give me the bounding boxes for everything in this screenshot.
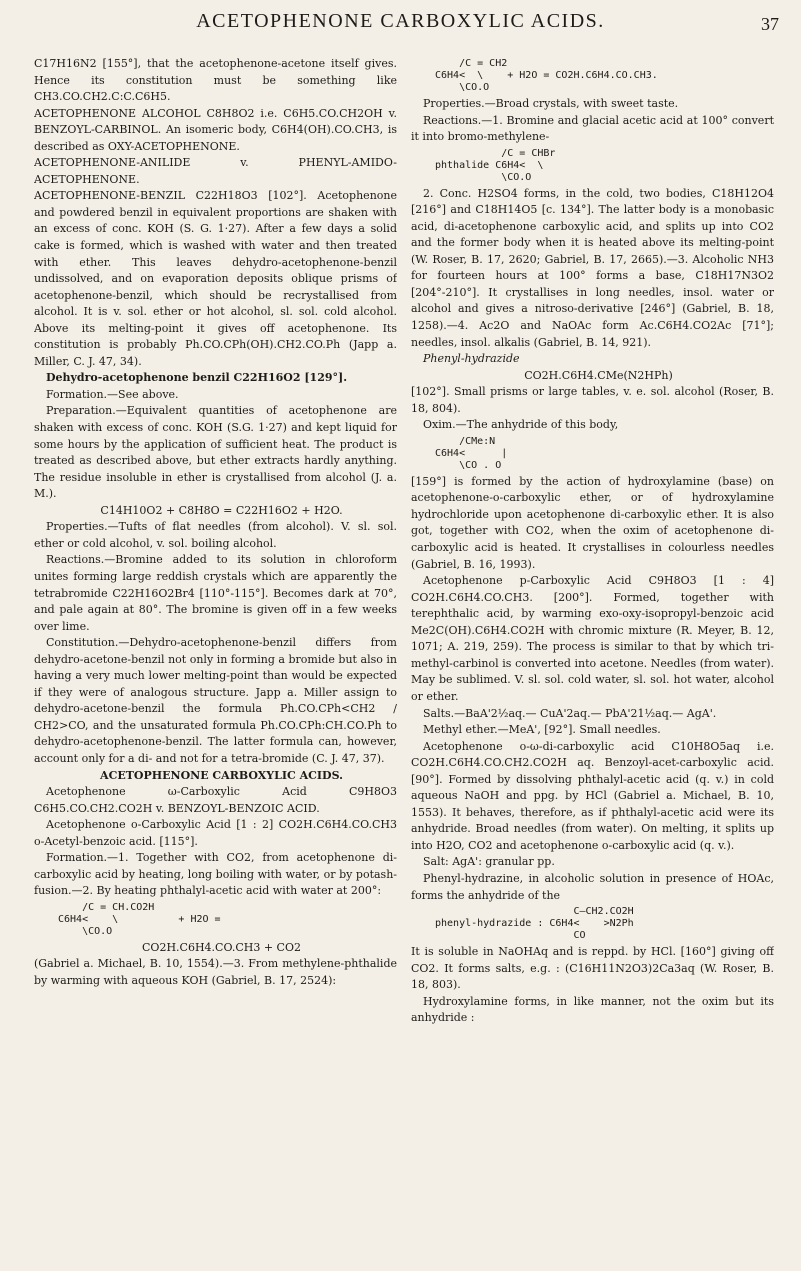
structural-formula: /C = CH2 C6H4< \ + H2O = CO2H.C6H4.CO.CH3. \CO.O xyxy=(435,58,658,93)
paragraph: It is soluble in NaOHAq and is reppd. by HCl. [160°] giving off CO2. It forms salts, e.g. : (C16H11N2O3)2Ca3aq (W. Roser, B. 18, 803). xyxy=(411,945,774,992)
section-heading: ACETOPHENONE CARBOXYLIC ACIDS. xyxy=(100,768,343,782)
equation: C14H10O2 + C8H8O = C22H16O2 + H2O. xyxy=(100,503,343,517)
paragraph: Preparation.—Equivalent quantities of acetophenone are shaken with excess of conc. KOH (S.G. 1·27) and kept liquid for some hours by the application of sufficient heat. The product is treated as described above, but ether extracts hardly anything. The residue insoluble in ether is crystallised from alcohol (J. a. M.). xyxy=(34,404,397,501)
paragraph: Constitution.—Dehydro-acetophenone-benzil differs from dehydro-acetone-benzil not only in forming a bromide but also in having a very much lower melting-point than would be expected if they were of analogous structure. Japp a. Miller assign to dehydro-acetone-benzil the formula Ph.CO.CPh<CH2 / CH2>CO, and the unsaturated formula Ph.CO.CPh:CH.CO.Ph to dehydro-acetophenone-benzil. The latter formula can, however, account only for a di- and not for a tetra-bromide (C. J. 47, 37). xyxy=(34,636,397,765)
paragraph: C17H16N2 [155°], that the acetophenone-acetone itself gives. Hence its constitution must be something like CH3.CO.CH2.C:C.C6H5. xyxy=(34,57,397,104)
entry-acetophenone-p-carboxylic-acid: Acetophenone p-Carboxylic Acid C9H8O3 [1 : 4] CO2H.C6H4.CO.CH3. [200°]. Formed, together with terephthalic acid, by warming exo-oxy-isopropyl-benzoic acid Me2C(OH).C6H4.CO2H with chromic mixture (R. Meyer, B. 12, 1071; A. 219, 259). The process is similar to that by which tri-methyl-carbinol is converted into acetone. Needles (from water). May be sublimed. V. sl. sol. cold water, sl. sol. hot water, alcohol or ether. xyxy=(411,574,774,703)
paragraph: Reactions.—1. Bromine and glacial acetic acid at 100° convert it into bromo-methylene- xyxy=(411,113,774,144)
paragraph: Oxim.—The anhydride of this body, xyxy=(423,418,619,432)
paragraph: [159°] is formed by the action of hydroxylamine (base) on acetophenone-o-carboxylic ether, or of hydroxylamine hydrochloride upon acetophenone di-carboxylic ether. It is also got, together with CO2, when the oxim of acetophenone di-carboxylic acid is heated. It crystallises in colourless needles (Gabriel, B. 16, 1993). xyxy=(411,474,774,571)
paragraph: Methyl ether.—MeA', [92°]. Small needles. xyxy=(423,723,661,737)
formula-line: CO2H.C6H4.CMe(N2HPh) xyxy=(524,368,673,382)
paragraph: Reactions.—Bromine added to its solution in chloroform unites forming large reddish crystals which are apparently the tetrabromide C22H16O2Br4 [110°-115°]. Becomes dark at 70°, and pale again at 80°. The bromine is given off in a few weeks over lime. xyxy=(34,553,397,633)
paragraph: Properties.—Tufts of flat needles (from alcohol). V. sl. sol. ether or cold alcohol, v. sol. boiling alcohol. xyxy=(34,520,397,550)
paragraph: Acetophenone ω-Carboxylic Acid C9H8O3 C6H5.CO.CH2.CO2H v. BENZOYL-BENZOIC ACID. xyxy=(34,785,397,815)
paragraph: Salts.—BaA'2½aq.— CuA'2aq.— PbA'21½aq.— AgA'. xyxy=(423,706,717,720)
right-column xyxy=(411,56,774,1262)
paragraph: Acetophenone o-Carboxylic Acid [1 : 2] CO2H.C6H4.CO.CH3 o-Acetyl-benzoic acid. [115°]. xyxy=(34,818,397,848)
equation: CO2H.C6H4.CO.CH3 + CO2 xyxy=(142,940,301,954)
paragraph: [102°]. Small prisms or large tables, v. e. sol. alcohol (Roser, B. 18, 804). xyxy=(411,385,774,415)
entry-acetophenone-anilide: ACETOPHENONE-ANILIDE v. PHENYL-AMIDO-ACETOPHENONE. xyxy=(34,156,397,186)
paragraph: Formation.—See above. xyxy=(46,387,179,401)
structural-formula: /C = CH.CO2H C6H4< \ + H2O = \CO.O xyxy=(58,901,221,937)
subentry-dehydro-acetophenone-benzil: Dehydro-acetophenone benzil C22H16O2 [129°]. xyxy=(46,371,348,385)
paragraph: Phenyl-hydrazine, in alcoholic solution in presence of HOAc, forms the anhydride of the xyxy=(411,871,774,902)
paragraph: (Gabriel a. Michael, B. 10, 1554).—3. From methylene-phthalide by warming with aqueous KOH (Gabriel, B. 17, 2524): xyxy=(34,957,397,987)
structural-formula: /CMe:N C6H4< | \CO . O xyxy=(435,435,508,471)
paragraph: 2. Conc. H2SO4 forms, in the cold, two bodies, C18H12O4 [216°] and C18H14O5 [c. 134°]. The latter body is a monobasic acid, di-acetophenone carboxylic acid, and splits up into CO2 and the former body when it is heated above its melting-point (W. Roser, B. 17, 2620; Gabriel, B. 17, 2665).—3. Alcoholic NH3 for fourteen hours at 100° forms a base, C18H17N3O2 [204°-210°]. It crystallises in long needles, insol. water or alcohol and gives a nitroso-derivative [246°] (Gabriel, B. 18, 1258).—4. Ac2O and NaOAc form Ac.C6H4.CO2Ac [71°]; needles, insol. alkalis (Gabriel, B. 14, 921). xyxy=(411,186,774,349)
structural-formula: C—CH2.CO2H phenyl-hydrazide : C6H4< >N2Ph CO xyxy=(435,906,634,942)
paragraph: Hydroxylamine forms, in like manner, not the oxim but its anhydride : xyxy=(411,994,774,1025)
left-column xyxy=(34,56,397,1262)
paragraph: Formation.—1. Together with CO2, from acetophenone di-carboxylic acid by heating, long boiling with water, or by potash-fusion.—2. By heating phthalyl-acetic acid with water at 200°: xyxy=(34,851,397,898)
subentry-phenyl-hydrazide: Phenyl-hydrazide xyxy=(423,352,520,366)
paragraph: Salt: AgA': granular pp. xyxy=(423,855,555,869)
entry-acetophenone-di-carboxylic-acid: Acetophenone o-ω-di-carboxylic acid C10H8O5aq i.e. CO2H.C6H4.CO.CH2.CO2H aq. Benzoyl-acet-carboxylic acid. [90°]. Formed by dissolving phthalyl-acetic acid (q. v.) in cold aqueous NaOH and ppg. by HCl (Gabriel a. Michael, B. 10, 1553). It behaves, therefore, as if phthalyl-acetic acid were its anhydride. Broad needles (from water). On melting, it splits up into H2O, CO2 and acetophenone o-carboxylic acid (q. v.). xyxy=(411,739,774,852)
paragraph: Properties.—Broad crystals, with sweet taste. xyxy=(423,97,679,110)
entry-acetophenone-benzil: ACETOPHENONE-BENZIL C22H18O3 [102°]. Acetophenone and powdered benzil in equivalent proportions are shaken with an excess of conc. KOH (S. G. 1·27). After a few days a solid cake is formed, which is washed with water and then treated with ether. This leaves dehydro-acetophenone-benzil undissolved, and on evaporation deposits oblique prisms of acetophenone-benzil, which should be recrystallised from alcohol. It is v. sol. ether or hot alcohol, sl. sol. cold alcohol. Above its melting-point it gives off acetophenone. Its constitution is probably Ph.CO.CPh(OH).CH2.CO.Ph (Japp a. Miller, C. J. 47, 34). xyxy=(34,189,397,368)
running-head: ACETOPHENONE CARBOXYLIC ACIDS. xyxy=(196,10,605,32)
structural-formula: /C = CHBr phthalide C6H4< \ \CO.O xyxy=(435,147,556,183)
entry-acetophenone-alcohol: ACETOPHENONE ALCOHOL C8H8O2 i.e. C6H5.CO.CH2OH v. BENZOYL-CARBINOL. An isomeric body, C6H4(OH).CO.CH3, is described as OXY-ACETOPHENONE. xyxy=(34,106,397,153)
page-number: 37 xyxy=(761,14,779,34)
